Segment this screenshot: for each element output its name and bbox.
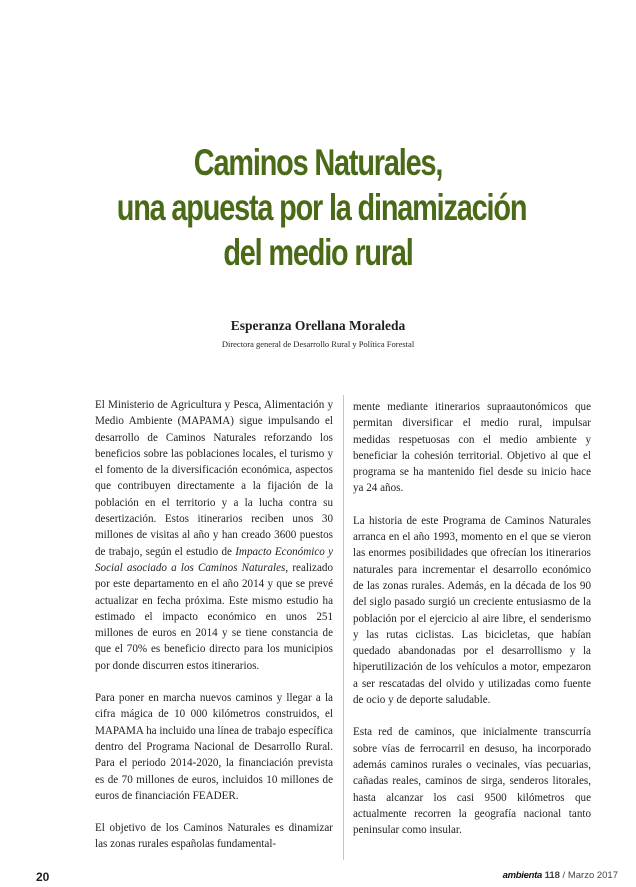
magazine-name: ambienta (502, 870, 542, 881)
issue-date: Marzo 2017 (567, 870, 618, 881)
title-line-3: del medio rural (223, 232, 413, 273)
right-column (353, 397, 591, 854)
left-paragraph-1: El Ministerio de Agricultura y Pesca, Alimentación y Medio Ambiente (MAPAMA) sigue impulsando el desarrollo de Caminos Naturales reforzando los beneficios sobre las poblaciones locales, el turismo y el fomento de la diversificación económica, aspectos que contribuyen directamente a la fijación de la población en el territorio y a la lucha contra su desertización. Estos itinerarios reciben unos 30 millones de visitas al año y han creado 3600 puestos de trabajo, según el estudio de Impacto Económico y Social asociado a los Caminos Naturales, realizado por este departamento en el año 2014 y que se prevé actualizar en fecha próxima. Este mismo estudio ha estimado el impacto económico en unos 251 millones de euros en 2014 y se tiene constancia de que el 70% es beneficio directo para los municipios por donde discurren estos itinerarios. (95, 399, 334, 672)
running-footer (503, 870, 618, 881)
footer-separator: / (562, 870, 566, 881)
page-number: 20 (36, 870, 50, 884)
left-paragraph-3: El objetivo de los Caminos Naturales es dinamizar las zonas rurales españolas fundamental- (95, 822, 333, 851)
right-paragraph-2: La historia de este Programa de Caminos Naturales arranca en el año 1993, momento en el que se vieron las enormes posibilidades que ofrecían los itinerarios naturales para incrementar el desarrollo económico de las zonas rurales. Además, en la década de los 90 del siglo pasado surgió un creciente entusiasmo de la población por el ejercicio al aire libre, el senderismo y las rutas ciclistas. Las bicicletas, que habían quedado abandonadas por el desarrollismo y la hiperutilización de los vehículos a motor, empezaron a ser rescatadas del olvido y utilizadas como fuente de ocio y de deporte saludable. (353, 514, 591, 707)
right-paragraph-3: Esta red de caminos, que inicialmente transcurría sobre vías de ferrocarril en desuso, ha incorporado además caminos rurales o vecinales, vías pecuarias, cañadas reales, caminos de sirga, senderos litorales, hasta alcanzar los casi 9500 kilómetros que actualmente recorren la geografía nacional tanto peninsular como insular. (353, 726, 591, 837)
article-title (60, 140, 576, 275)
column-divider (343, 395, 344, 860)
title-line-1: Caminos Naturales, (193, 142, 443, 183)
author-role: Directora general de Desarrollo Rural y Política Forestal (221, 339, 415, 349)
study-title: Impacto Económico y Social asociado a los Caminos Naturales (95, 545, 334, 574)
left-column (95, 397, 333, 869)
left-paragraph-2: Para poner en marcha nuevos caminos y llegar a la cifra mágica de 10 000 kilómetros construidos, el MAPAMA ha incluido una línea de trabajo específica dentro del Programa Nacional de Desarrollo Rural. Para el periodo 2014-2020, la financiación prevista es de 70 millones de euros, incluidos 10 millones de euros de financiación FEADER. (95, 692, 333, 802)
author-name: Esperanza Orellana Moraleda (230, 318, 406, 333)
issue-number: 118 (544, 870, 560, 881)
title-line-2: una apuesta por la dinamización (116, 187, 527, 228)
right-paragraph-1: mente mediante itinerarios supraautonómicos que permitan diversificar el medio rural, impulsar medidas respetuosas con el medio ambiente y beneficiar la cohesión territorial. Objetivo al que el programa se ha mantenido fiel desde su inicio hace ya 24 años. (353, 401, 591, 495)
